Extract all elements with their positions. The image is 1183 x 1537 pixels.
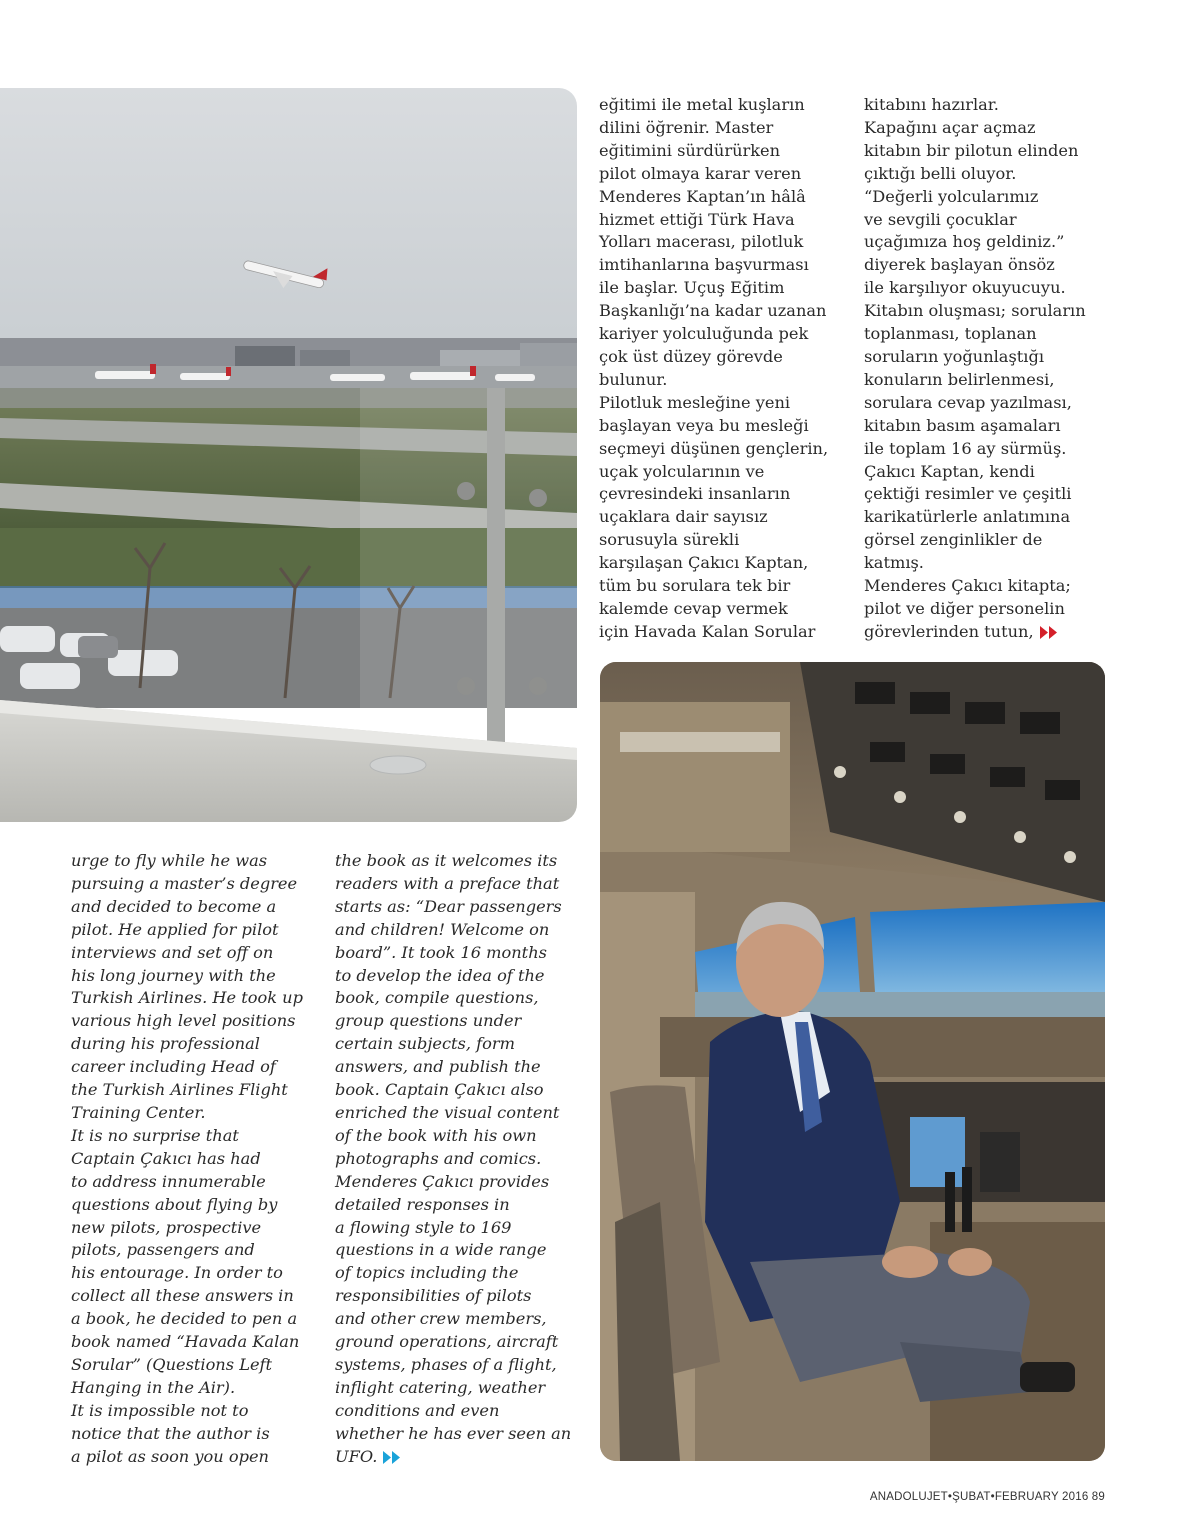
text-line: soruların yoğunlaştığı <box>864 346 1044 366</box>
text-line: seçmeyi düşünen gençlerin, <box>599 438 829 458</box>
text-line: Çakıcı Kaptan, kendi <box>864 461 1035 481</box>
text-line: diyerek başlayan önsöz <box>864 255 1055 275</box>
text-line: pilots, passengers and <box>71 1240 255 1260</box>
cockpit-illustration <box>600 662 1105 1461</box>
text-line: “Değerli yolcularımız <box>864 186 1039 206</box>
text-line: group questions under <box>335 1011 522 1031</box>
text-line: sorusuyla sürekli <box>599 530 740 550</box>
text-line: whether he has ever seen an <box>335 1423 572 1443</box>
text-line: his long journey with the <box>71 965 276 985</box>
text-line: book named “Havada Kalan <box>71 1332 300 1352</box>
text-line: kariyer yolculuğunda pek <box>599 324 809 344</box>
airport-terrace-illustration <box>0 88 577 822</box>
text-line-with-end-arrow <box>335 1446 585 1469</box>
text-line: starts as: “Dear passengers <box>335 896 562 916</box>
text-line: başlayan veya bu mesleği <box>599 415 809 435</box>
text-line: UFO. <box>335 1446 378 1466</box>
text-line: eğitimi ile metal kuşların <box>599 95 805 114</box>
text-line: a flowing style to 169 <box>335 1217 512 1237</box>
text-line: book, compile questions, <box>335 988 539 1008</box>
text-line: his entourage. In order to <box>71 1263 283 1283</box>
text-line: collect all these answers in <box>71 1286 294 1306</box>
text-line: urge to fly while he was <box>71 851 268 870</box>
text-line: imtihanlarına başvurması <box>599 255 809 275</box>
text-line: inflight catering, weather <box>335 1377 546 1397</box>
text-line: için Havada Kalan Sorular <box>599 621 816 641</box>
text-line: Training Center. <box>71 1102 206 1122</box>
text-line: and children! Welcome on <box>335 919 550 939</box>
page-footer-folio: ANADOLUJET•ŞUBAT•FEBRUARY 2016 89 <box>869 1491 1105 1503</box>
text-line: It is no surprise that <box>71 1125 239 1145</box>
text-line: tüm bu sorulara tek bir <box>599 576 791 596</box>
text-line: Pilotluk mesleğine yeni <box>599 392 791 412</box>
text-line: readers with a preface that <box>335 873 560 893</box>
text-line: pilot ve diğer personelin <box>864 598 1065 618</box>
text-line: dilini öğrenir. Master <box>599 117 774 137</box>
text-line: karikatürlerle anlatımına <box>864 507 1071 527</box>
english-text-column-1 <box>71 850 321 1468</box>
text-line: konuların belirlenmesi, <box>864 369 1055 389</box>
text-line: uçaklara dair sayısız <box>599 507 768 527</box>
text-line: Turkish Airlines. He took up <box>71 988 303 1008</box>
text-line: çevresindeki insanların <box>599 484 791 504</box>
text-line: ile toplam 16 ay sürmüş. <box>864 438 1067 458</box>
text-line: Menderes Çakıcı kitapta; <box>864 576 1071 596</box>
text-line: during his professional <box>71 1034 260 1054</box>
text-line: ile başlar. Uçuş Eğitim <box>599 278 785 298</box>
text-line: Menderes Çakıcı provides <box>335 1171 550 1191</box>
english-text-column-2 <box>335 850 585 1468</box>
text-line: conditions and even <box>335 1400 500 1420</box>
text-line: enriched the visual content <box>335 1102 560 1122</box>
airport-terrace-photo <box>0 88 577 822</box>
text-line: interviews and set off on <box>71 942 274 962</box>
text-line: Menderes Kaptan’ın hâlâ <box>599 186 806 206</box>
text-line: kalemde cevap vermek <box>599 598 788 618</box>
text-line: hizmet ettiği Türk Hava <box>599 209 795 229</box>
text-line: ve sevgili çocuklar <box>864 209 1017 229</box>
text-line: and other crew members, <box>335 1309 547 1329</box>
text-line: kitabın bir pilotun elinden <box>864 140 1079 160</box>
text-line: to address innumerable <box>71 1171 266 1191</box>
text-line: Kitabın oluşması; soruların <box>864 301 1086 321</box>
text-line: questions in a wide range <box>335 1240 547 1260</box>
text-line: new pilots, prospective <box>71 1217 262 1237</box>
turkish-text-column-1 <box>599 94 849 644</box>
text-line: detailed responses in <box>335 1194 510 1214</box>
text-line: photographs and comics. <box>335 1148 542 1168</box>
text-line: pursuing a master’s degree <box>71 873 298 893</box>
text-line-with-continue-arrow <box>864 621 1114 644</box>
text-line: of topics including the <box>335 1263 519 1283</box>
text-line: uçak yolcularının ve <box>599 461 765 481</box>
text-line: a pilot as soon you open <box>71 1446 269 1466</box>
text-line: and decided to become a <box>71 896 277 916</box>
text-line: Captain Çakıcı has had <box>71 1148 261 1168</box>
text-line: çıktığı belli oluyor. <box>864 163 1017 183</box>
text-line: a book, he decided to pen a <box>71 1309 298 1329</box>
text-line: of the book with his own <box>335 1125 537 1145</box>
text-line: board”. It took 16 months <box>335 942 547 962</box>
text-line: Hanging in the Air). <box>71 1377 236 1397</box>
text-line: Başkanlığı’na kadar uzanan <box>599 301 827 321</box>
text-line: çektiği resimler ve çeşitli <box>864 484 1072 504</box>
text-line: toplanması, toplanan <box>864 324 1037 344</box>
text-line: pilot olmaya karar veren <box>599 163 802 183</box>
text-line: görevlerinden tutun, <box>864 621 1034 641</box>
text-line: uçağımıza hoş geldiniz.” <box>864 232 1065 252</box>
text-line: Yolları macerası, pilotluk <box>599 232 804 252</box>
text-line: çok üst düzey görevde <box>599 346 783 366</box>
text-line: kitabını hazırlar. <box>864 95 999 114</box>
text-line: systems, phases of a flight, <box>335 1354 557 1374</box>
turkish-text-column-2 <box>864 94 1114 644</box>
text-line: görsel zenginlikler de <box>864 530 1043 550</box>
text-line: certain subjects, form <box>335 1034 515 1054</box>
text-line: book. Captain Çakıcı also <box>335 1080 544 1100</box>
text-line: karşılaşan Çakıcı Kaptan, <box>599 553 809 573</box>
text-line: the Turkish Airlines Flight <box>71 1080 288 1100</box>
text-line: Sorular” (Questions Left <box>71 1354 273 1374</box>
text-line: ground operations, aircraft <box>335 1332 559 1352</box>
captain-in-cockpit-photo <box>600 662 1105 1461</box>
double-chevron-right-icon <box>383 1451 401 1464</box>
text-line: pilot. He applied for pilot <box>71 919 279 939</box>
double-chevron-right-icon <box>1040 626 1058 639</box>
text-line: ile karşılıyor okuyucuyu. <box>864 278 1066 298</box>
text-line: katmış. <box>864 553 924 573</box>
text-line: the book as it welcomes its <box>335 851 558 870</box>
text-line: career including Head of <box>71 1057 276 1077</box>
text-line: eğitimini sürdürürken <box>599 140 781 160</box>
text-line: answers, and publish the <box>335 1057 541 1077</box>
text-line: Kapağını açar açmaz <box>864 117 1036 137</box>
text-line: bulunur. <box>599 369 668 389</box>
text-line: notice that the author is <box>71 1423 270 1443</box>
text-line: various high level positions <box>71 1011 296 1031</box>
text-line: to develop the idea of the <box>335 965 545 985</box>
text-line: It is impossible not to <box>71 1400 249 1420</box>
text-line: sorulara cevap yazılması, <box>864 392 1072 412</box>
text-line: kitabın basım aşamaları <box>864 415 1061 435</box>
text-line: responsibilities of pilots <box>335 1286 532 1306</box>
text-line: questions about flying by <box>71 1194 278 1214</box>
